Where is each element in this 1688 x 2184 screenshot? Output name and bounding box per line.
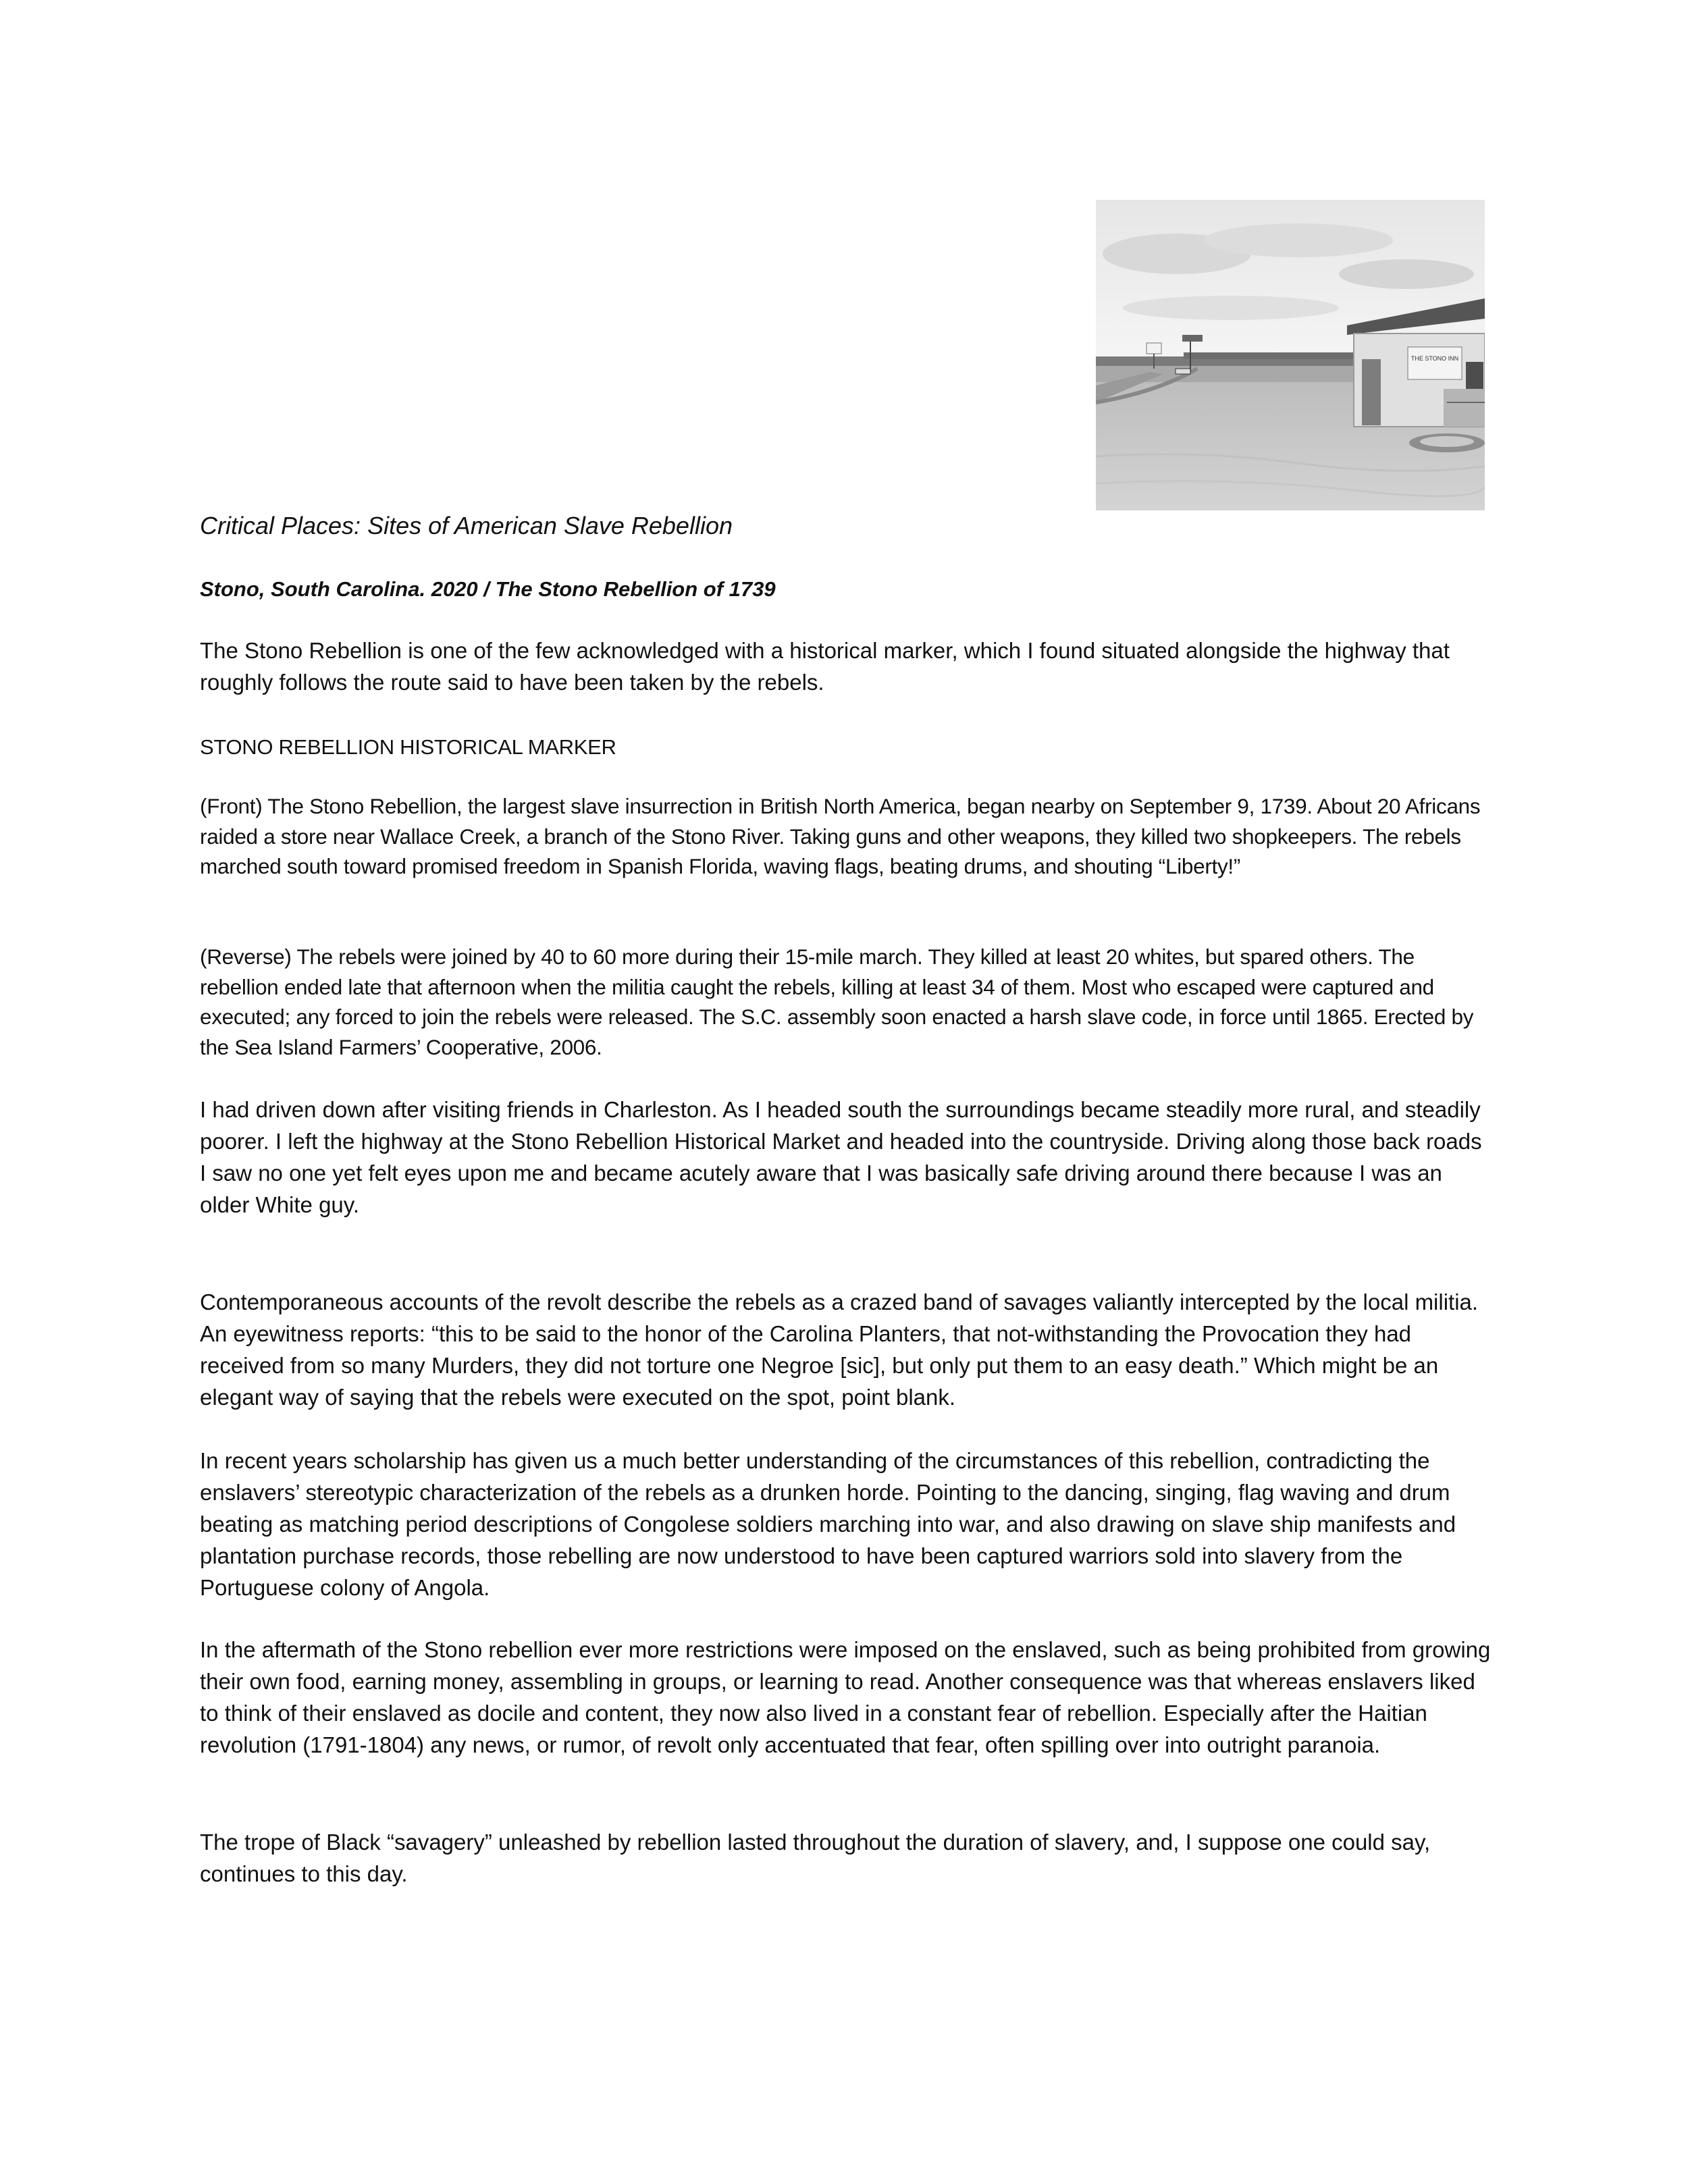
aftermath-paragraph: In the aftermath of the Stono rebellion ever more restrictions were imposed on the enslaved, such as being prohibited from growing their own food, earning money, assembling in groups, or learning to read. Another consequence was that whereas enslavers liked to think of their enslaved as docile and content, they now also lived in a constant fear of rebellion. Especially after the Haitian revolution (1791-1804) any news, or rumor, of revolt only accentuated that fear, often spilling over into outright paranoia. [200,1637,1491,1757]
drive-paragraph: I had driven down after visiting friends in Charleston. As I headed south the surroundings became steadily more rural, and steadily poorer. I left the highway at the Stono Rebellion Historical Market and headed into the countryside. Driving along those back roads I saw no one yet felt eyes upon me and became acutely aware that I was basically safe driving around there because I was an older White guy. [200,1097,1482,1217]
photo-image [1096,200,1485,510]
marker-reverse-paragraph: (Reverse) The rebels were joined by 40 to 60 more during their 15-mile march. They killed at least 20 whites, but spared others. The rebellion ended late that afternoon when the militia caught the rebels, killing at least 34 of them. Most who escaped were captured and executed; any forced to join the rebels were released. The S.C. assembly soon enacted a harsh slave code, in force until 1865. Erected by the Sea Island Farmers’ Cooperative, 2006. [200,944,1474,1059]
accounts-paragraph: Contemporaneous accounts of the revolt describe the rebels as a crazed band of savages valiantly intercepted by the local militia. An eyewitness reports: “this to be said to the honor of the Carolina Planters, that not-withstanding the Provocation they had received from so many Murders, they did not torture one Negroe [sic], but only put them to an easy death.” Which might be an elegant way of saying that the rebels were executed on the spot, point blank. [200,1289,1479,1410]
marker-front-paragraph: (Front) The Stono Rebellion, the largest slave insurrection in British North America, began nearby on September 9, 1739. About 20 Africans raided a store near Wallace Creek, a branch of the Stono River. Taking guns and other weapons, they killed two shopkeepers. The rebels marched south toward promised freedom in Spanish Florida, waving flags, beating drums, and shouting “Liberty!” [200,794,1481,878]
document-title: Critical Places: Sites of American Slave Rebellion [200,512,733,539]
intro-paragraph: The Stono Rebellion is one of the few acknowledged with a historical marker, which I found situated alongside the highway that roughly follows the route said to have been taken by the rebels. [200,638,1450,695]
scholarship-paragraph: In recent years scholarship has given us a much better understanding of the circumstances of this rebellion, contradicting the enslavers’ stereotypic characterization of the rebels as a drunken horde. Pointing to the dancing, singing, flag waving and drum beating as matching period descriptions of Congolese soldiers marching into war, and also drawing on slave ship manifests and plantation purchase records, those rebelling are now understood to have been captured warriors sold into slavery from the Portuguese colony of Angola. [200,1448,1456,1600]
document-subtitle: Stono, South Carolina. 2020 / The Stono Rebellion of 1739 [200,577,776,601]
stono-roadside-photo [1096,200,1485,510]
marker-heading: STONO REBELLION HISTORICAL MARKER [200,735,616,759]
trope-paragraph: The trope of Black “savagery” unleashed by rebellion lasted throughout the duration of slavery, and, I suppose one could say, continues to this day. [200,1830,1431,1886]
building-sign-text: THE STONO INN [1410,355,1459,362]
